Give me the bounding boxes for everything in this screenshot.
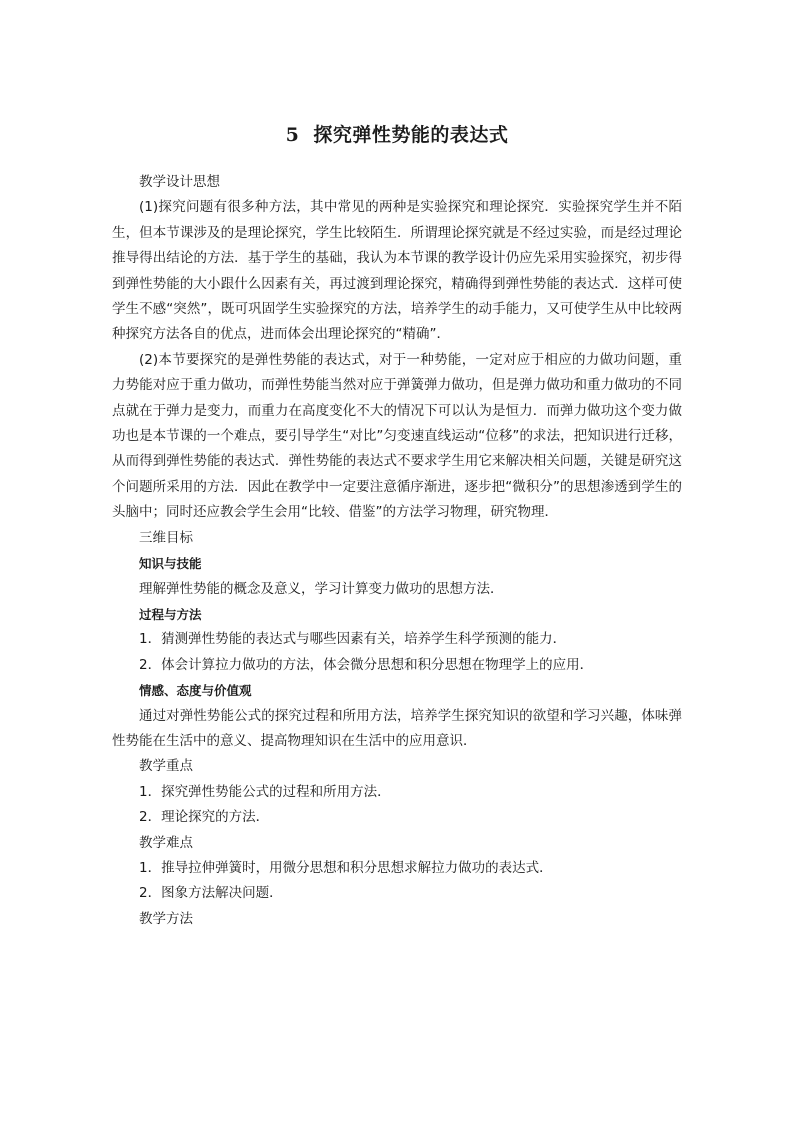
document-body [112, 170, 682, 932]
list-item-key-2: 2．理论探究的方法． [139, 809, 270, 826]
paragraph-emotion: 通过对弹性势能公式的探究过程和所用方法，培养学生探究知识的欲望和学习兴趣，体味弹性势能在生活中的意义、提高物理知识在生活中的应用意识． [112, 707, 682, 749]
list-item-process-2: 2．体会计算拉力做功的方法，体会微分思想和积分思想在物理学上的应用． [139, 656, 594, 673]
title-text: 探究弹性势能的表达式 [313, 124, 509, 146]
section-heading-methods: 教学方法 [139, 910, 193, 927]
section-heading-key-points: 教学重点 [139, 758, 193, 775]
subheading-knowledge: 知识与技能 [139, 556, 202, 572]
section-heading-goals: 三维目标 [139, 529, 193, 546]
paragraph-knowledge: 理解弹性势能的概念及意义，学习计算变力做功的思想方法． [139, 580, 504, 597]
paragraph-design-1: (1)探究问题有很多种方法，其中常见的两种是实验探究和理论探究．实验探究学生并不陌生，但本节课涉及的是理论探究，学生比较陌生．所谓理论探究就是不经过实验，而是经过理论推导得出结论的方法．基于学生的基础，我认为本节课的教学设计仍应先采用实验探究，初步得到弹性势能的大小跟什么因素有关，再过渡到理论探究，精确得到弹性势能的表达式．这样可使学生不感“突然”，既可巩固学生实验探究的方法，培养学生的动手能力，又可使学生从中比较两种探究方法各自的优点，进而体会出理论探究的“精确”． [112, 199, 682, 343]
subheading-emotion: 情感、态度与价值观 [139, 683, 252, 699]
paragraph-design-2: (2)本节要探究的是弹性势能的表达式，对于一种势能，一定对应于相应的力做功问题，重力势能对应于重力做功，而弹性势能当然对应于弹簧弹力做功，但是弹力做功和重力做功的不同点就在于弹力是变力，而重力在高度变化不大的情况下可以认为是恒力．而弹力做功这个变力做功也是本节课的一个难点，要引导学生“对比”匀变速直线运动“位移”的求法，把知识进行迁移，从而得到弹性势能的表达式．弹性势能的表达式不要求学生用它来解决相关问题，关键是研究这个问题所采用的方法．因此在教学中一定要注意循序渐进，逐步把“微积分”的思想渗透到学生的头脑中；同时还应教会学生会用“比较、借鉴”的方法学习物理，研究物理． [112, 351, 682, 521]
list-item-difficulty-2: 2．图象方法解决问题． [139, 885, 283, 902]
title-number: 5 [285, 124, 300, 146]
page-title [0, 122, 794, 148]
section-heading-difficulties: 教学难点 [139, 834, 193, 851]
list-item-key-1: 1．探究弹性势能公式的过程和所用方法． [139, 783, 391, 800]
subheading-process: 过程与方法 [139, 606, 202, 622]
section-heading-design: 教学设计思想 [139, 174, 220, 190]
list-item-process-1: 1．猜测弹性势能的表达式与哪些因素有关，培养学生科学预测的能力． [139, 631, 567, 648]
list-item-difficulty-1: 1．推导拉伸弹簧时，用微分思想和积分思想求解拉力做功的表达式． [139, 859, 553, 876]
